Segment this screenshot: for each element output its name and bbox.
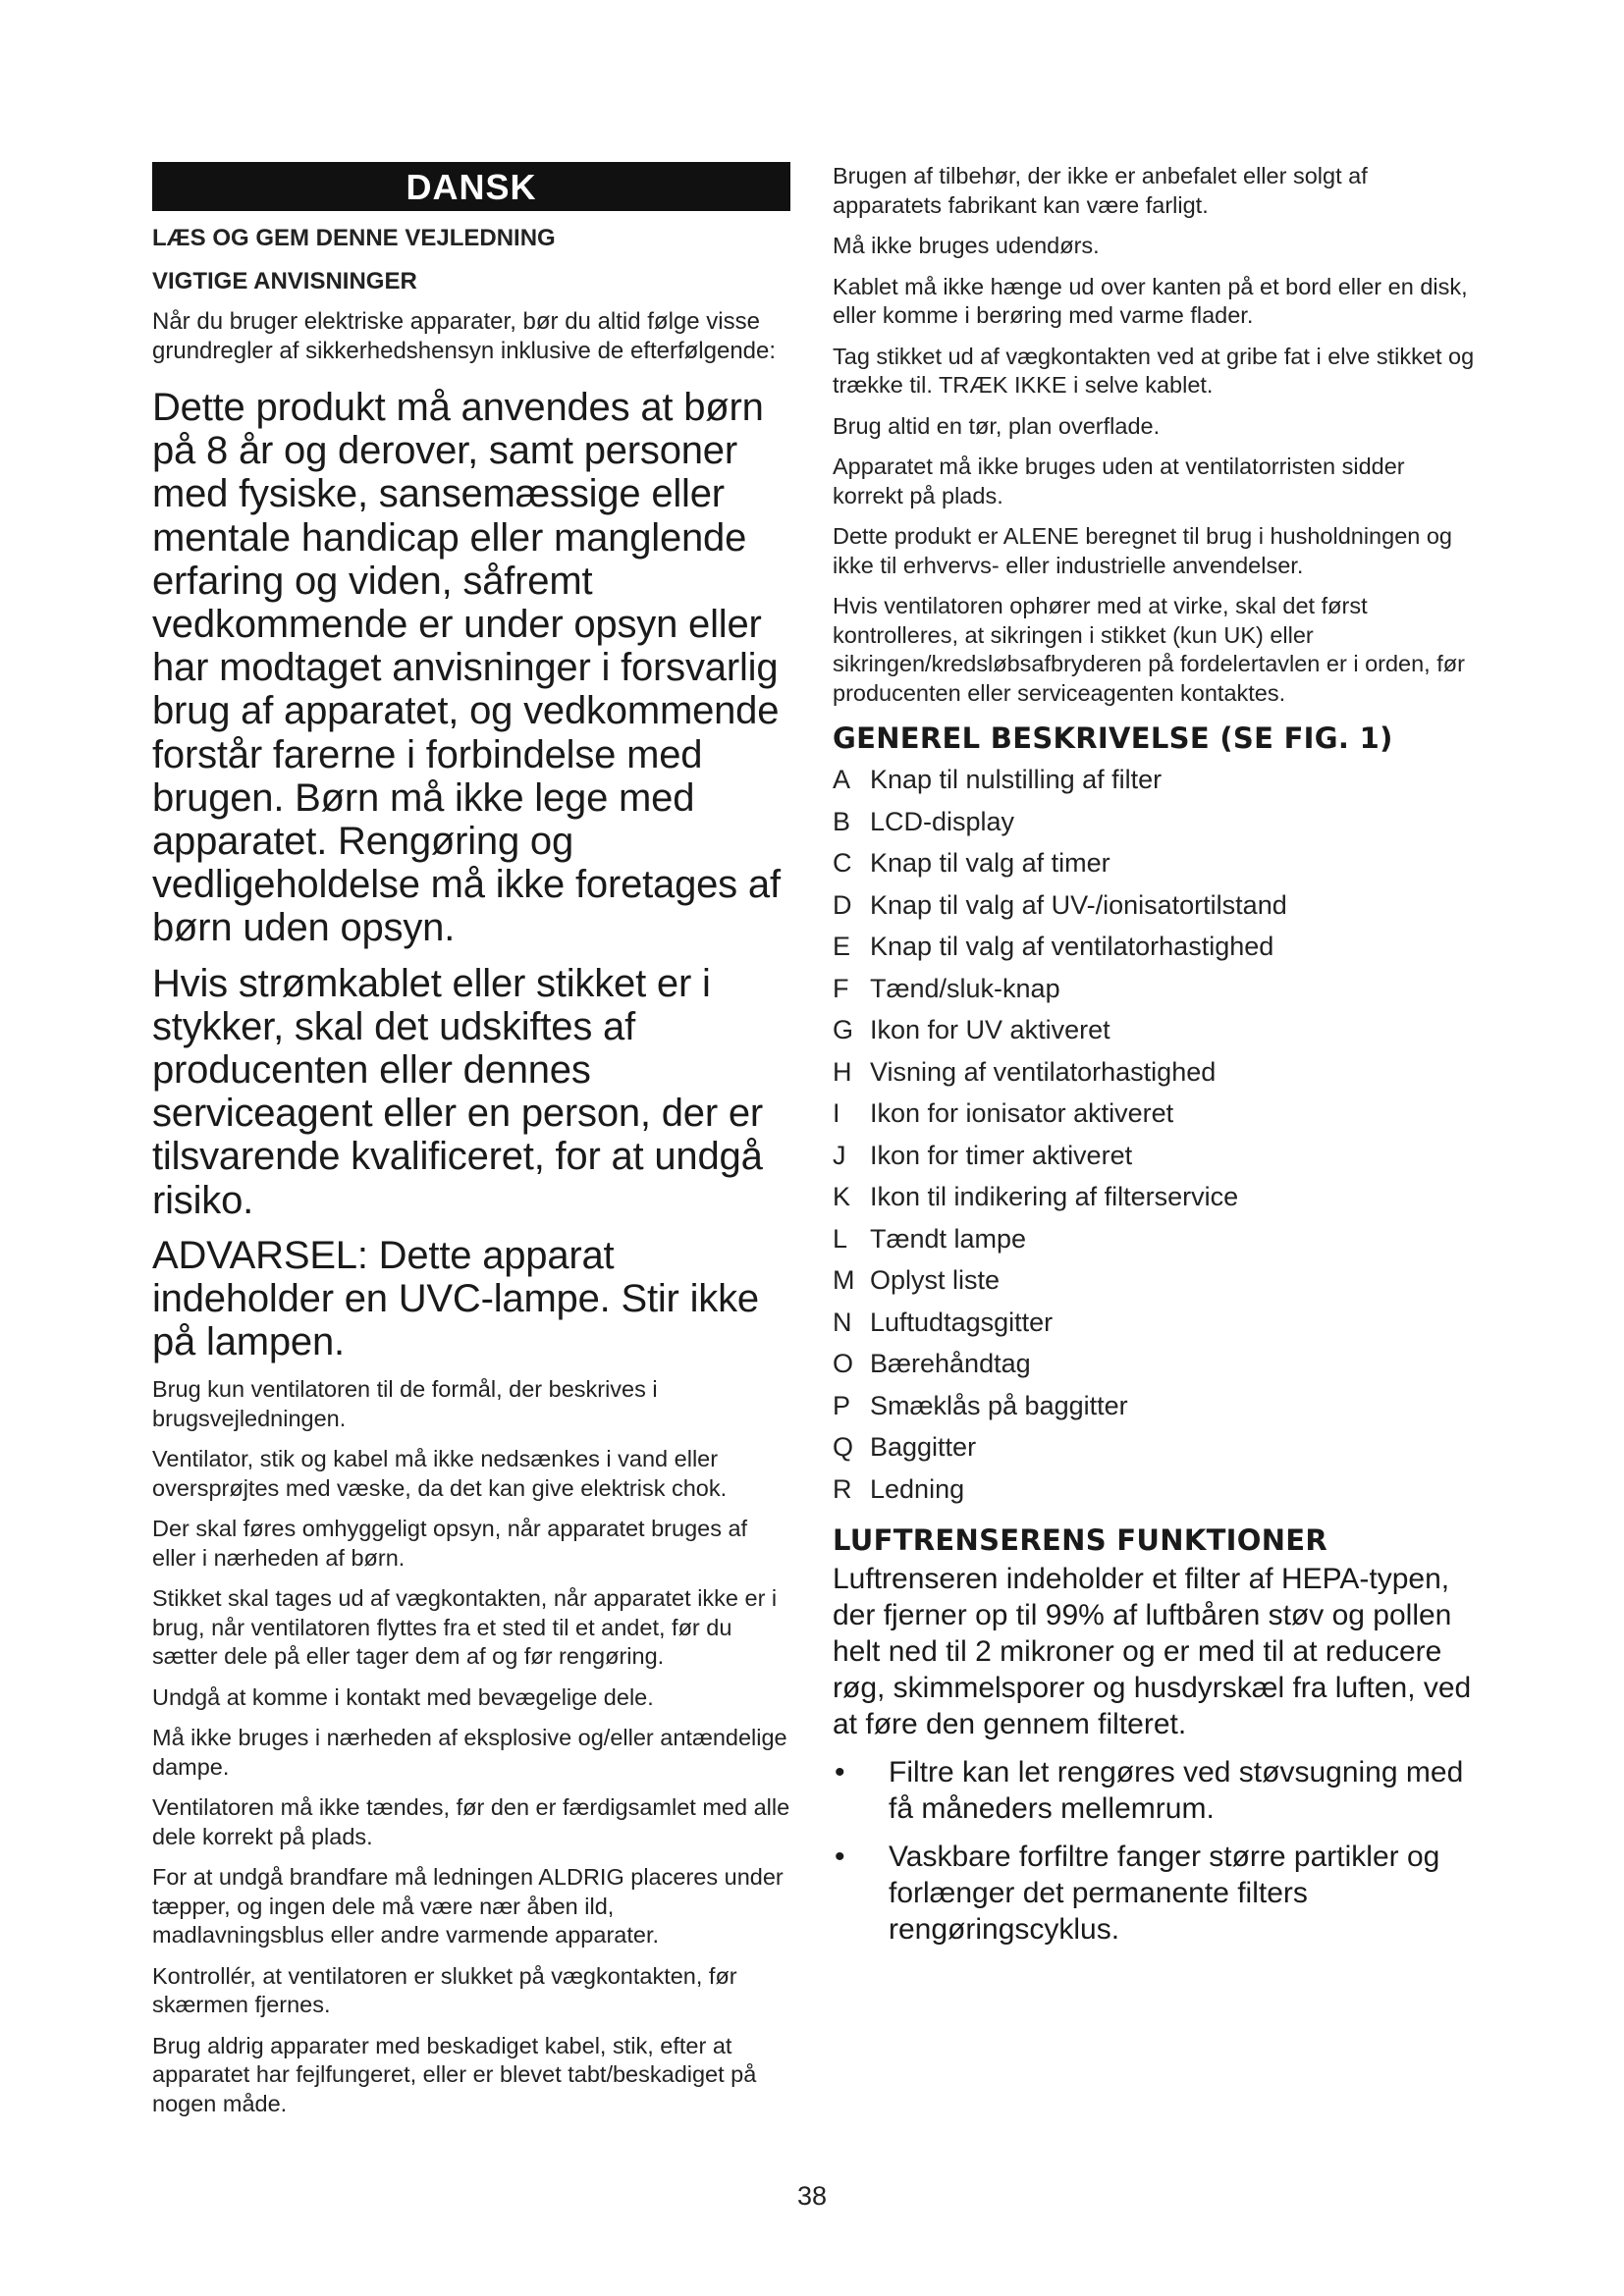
heading-general-description: GENEREL BESKRIVELSE (SE FIG. 1)	[833, 721, 1393, 755]
part-item	[833, 1093, 1481, 1135]
functions-bullets	[833, 1754, 1481, 1948]
part-text: Smæklås på baggitter	[870, 1390, 1128, 1420]
safety-paragraph: Brugen af tilbehør, der ikke er anbefalet eller solgt af apparatets fabrikant kan være farligt.	[833, 163, 1368, 218]
part-item	[833, 1385, 1481, 1427]
bullet-item	[833, 1839, 1481, 1948]
safety-paragraph: Der skal føres omhyggeligt opsyn, når apparatet bruges af eller i nærheden af børn.	[152, 1516, 748, 1571]
safety-paragraph: Undgå at komme i kontakt med bevægelige dele.	[152, 1683, 654, 1710]
functions-paragraph: Luftrenseren indeholder et filter af HEPA-typen, der fjerner op til 99% af luftbåren støv og pollen helt ned til 2 mikroner og er med til at reducere røg, skimmelsporer og husdyrskæl fra luften, ved at føre den gennem filteret.	[833, 1563, 1472, 1740]
warning-uvc: ADVARSEL: Dette apparat indeholder en UVC-lampe. Stir ikke på lampen.	[152, 1233, 759, 1364]
bullet-text: Filtre kan let rengøres ved støvsugning med få måneders mellemrum.	[889, 1756, 1464, 1825]
safety-paragraph: Ventilator, stik og kabel må ikke nedsænkes i vand eller oversprøjtes med væske, da det kan give elektrisk chok.	[152, 1446, 728, 1501]
right-paragraphs	[833, 162, 1481, 708]
part-letter: L	[833, 1223, 848, 1254]
part-letter: P	[833, 1390, 851, 1420]
part-item	[833, 1468, 1481, 1511]
part-item	[833, 926, 1481, 968]
safety-paragraph: Kablet må ikke hænge ud over kanten på et bord eller en disk, eller komme i berøring med varme flader.	[833, 273, 1468, 328]
part-letter: E	[833, 932, 851, 961]
safety-paragraph: Kontrollér, at ventilatoren er slukket på vægkontakten, før skærmen fjernes.	[152, 1962, 737, 2018]
part-item	[833, 1343, 1481, 1385]
part-item	[833, 759, 1481, 801]
part-item	[833, 1009, 1481, 1051]
part-letter: J	[833, 1140, 846, 1170]
safety-paragraph: Må ikke bruges i nærheden af eksplosive og/eller antændelige dampe.	[152, 1725, 787, 1780]
intro-paragraph: Når du bruger elektriske apparater, bør du altid følge visse grundregler af sikkerhedshensyn inklusive de efterfølgende:	[152, 308, 777, 364]
part-letter: C	[833, 848, 852, 878]
part-text: Knap til valg af timer	[870, 848, 1110, 878]
part-letter: K	[833, 1182, 851, 1211]
bullet-dot-icon: •	[835, 1841, 845, 1873]
part-letter: O	[833, 1349, 854, 1378]
part-item	[833, 884, 1481, 927]
part-item	[833, 1176, 1481, 1218]
page-number: 38	[796, 2181, 828, 2211]
safety-paragraph: Brug kun ventilatoren til de formål, der beskrives i brugsvejledningen.	[152, 1376, 658, 1431]
part-item	[833, 1051, 1481, 1094]
safety-paragraph: Apparatet må ikke bruges uden at ventilatorristen sidder korrekt på plads.	[833, 454, 1405, 508]
part-text: Tændt lampe	[870, 1223, 1027, 1254]
part-letter: F	[833, 973, 849, 1003]
part-text: LCD-display	[870, 806, 1015, 836]
language-banner: DANSK	[152, 162, 790, 211]
part-text: Knap til nulstilling af filter	[870, 765, 1163, 794]
safety-paragraph: Brug altid en tør, plan overflade.	[833, 412, 1161, 439]
part-item	[833, 968, 1481, 1010]
bullet-text: Vaskbare forfiltre fanger større partikler og forlænger det permanente filters rengøringscyklus.	[889, 1841, 1440, 1946]
part-letter: Q	[833, 1432, 854, 1462]
part-item	[833, 1218, 1481, 1260]
safety-paragraph: Brug aldrig apparater med beskadiget kabel, stik, efter at apparatet har fejlfungeret, eller er blevet tabt/beskadiget på nogen måde.	[152, 2032, 757, 2116]
part-text: Bærehåndtag	[870, 1349, 1031, 1378]
part-text: Ikon for timer aktiveret	[870, 1140, 1133, 1170]
part-letter: I	[833, 1098, 840, 1128]
part-text: Ikon til indikering af filterservice	[870, 1182, 1239, 1211]
warning-cable: Hvis strømkablet eller stikket er i stykker, skal det udskiftes af producenten eller dennes serviceagent eller en person, der er tilsvarende kvalificeret, for at undgå risiko.	[152, 961, 764, 1222]
part-text: Luftudtagsgitter	[870, 1307, 1054, 1337]
part-item	[833, 1259, 1481, 1302]
safety-paragraph: Stikket skal tages ud af vægkontakten, når apparatet ikke er i brug, når ventilatoren flyttes fra et sted til et andet, før du sætter dele på eller tager dem af og før rengøring.	[152, 1585, 778, 1670]
part-item	[833, 1426, 1481, 1468]
safety-paragraph: Må ikke bruges udendørs.	[833, 233, 1100, 258]
right-column	[833, 162, 1481, 1959]
bullet-item	[833, 1754, 1481, 1827]
heading-functions: LUFTRENSERENS FUNKTIONER	[833, 1523, 1328, 1557]
part-letter: H	[833, 1056, 852, 1087]
heading-important-instructions: VIGTIGE ANVISNINGER	[152, 268, 417, 294]
part-item	[833, 1302, 1481, 1344]
part-letter: D	[833, 889, 852, 920]
part-letter: B	[833, 806, 851, 836]
part-letter: M	[833, 1265, 855, 1295]
part-text: Ledning	[870, 1473, 965, 1504]
part-text: Visning af ventilatorhastighed	[870, 1056, 1217, 1087]
part-text: Ikon for UV aktiveret	[870, 1015, 1110, 1044]
safety-paragraph: Hvis ventilatoren ophører med at virke, skal det først kontrolleres, at sikringen i stikket (kun UK) eller sikringen/kredsløbsafbryderen på fordelertavlen er i orden, før producenten eller serviceagenten kontaktes.	[833, 593, 1465, 706]
parts-list	[833, 759, 1481, 1510]
part-letter: A	[833, 765, 851, 794]
safety-paragraph: Dette produkt er ALENE beregnet til brug i husholdningen og ikke til erhvervs- eller industrielle anvendelser.	[833, 523, 1453, 578]
part-item	[833, 842, 1481, 884]
part-text: Ikon for ionisator aktiveret	[870, 1098, 1174, 1128]
part-text: Knap til valg af ventilatorhastighed	[870, 932, 1274, 961]
left-paragraphs	[152, 1375, 790, 2118]
warning-children: Dette produkt må anvendes at børn på 8 år og derover, samt personer med fysiske, sansemæssige eller mentale handicap eller manglende erfaring og viden, såfremt vedkommende er under opsyn eller har modtaget anvisninger i forsvarlig brug af apparatet, og vedkommende forstår farerne i forbindelse med brugen. Børn må ikke lege med apparatet. Rengøring og vedligeholdelse må ikke foretages af børn uden opsyn.	[152, 386, 781, 950]
part-item	[833, 1135, 1481, 1177]
heading-save-instructions: LÆS OG GEM DENNE VEJLEDNING	[152, 225, 556, 251]
part-letter: G	[833, 1015, 854, 1044]
part-letter: N	[833, 1307, 852, 1337]
safety-paragraph: Tag stikket ud af vægkontakten ved at gribe fat i elve stikket og trække til. TRÆK IKKE i selve kablet.	[833, 343, 1475, 398]
safety-paragraph: Ventilatoren må ikke tændes, før den er færdigsamlet med alle dele korrekt på plads.	[152, 1794, 790, 1849]
left-column	[152, 162, 790, 2130]
part-text: Baggitter	[870, 1432, 977, 1462]
part-text: Tænd/sluk-knap	[870, 973, 1060, 1003]
part-item	[833, 801, 1481, 843]
safety-paragraph: For at undgå brandfare må ledningen ALDRIG placeres under tæpper, og ingen dele må være nær åben ild, madlavningsblus eller andre varmende apparater.	[152, 1864, 784, 1949]
part-text: Knap til valg af UV-/ionisatortilstand	[870, 889, 1287, 920]
bullet-dot-icon: •	[835, 1756, 845, 1789]
part-text: Oplyst liste	[870, 1265, 1001, 1295]
part-letter: R	[833, 1473, 852, 1504]
